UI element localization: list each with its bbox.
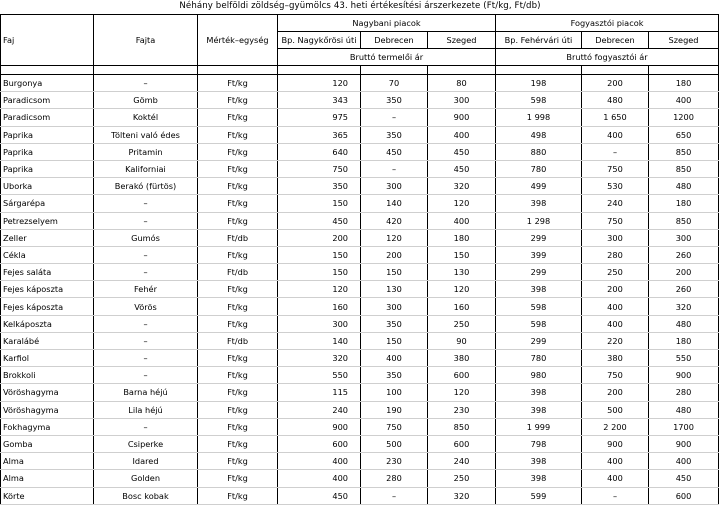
cell-faj: Vöröshagyma xyxy=(1,384,94,401)
cell-unit: Ft/kg xyxy=(198,160,278,177)
cell-consumer-szeged: 600 xyxy=(649,487,719,504)
cell-consumer-bp: 299 xyxy=(496,229,582,246)
cell-wholesale-debrecen: 750 xyxy=(361,418,428,435)
cell-wholesale-debrecen: 140 xyxy=(361,195,428,212)
cell-consumer-bp: 598 xyxy=(496,315,582,332)
cell-consumer-bp: 398 xyxy=(496,281,582,298)
cell-faj: Fejes káposzta xyxy=(1,298,94,315)
cell-faj: Alma xyxy=(1,453,94,470)
cell-fajta: Vörös xyxy=(94,298,198,315)
spacer-row xyxy=(1,66,719,75)
cell-fajta: Gömb xyxy=(94,92,198,109)
table-row xyxy=(1,384,719,401)
header-consumer: Fogyasztói piacok xyxy=(496,15,719,32)
cell-wholesale-szeged: 90 xyxy=(428,332,496,349)
table-row xyxy=(1,143,719,160)
cell-consumer-bp: 780 xyxy=(496,160,582,177)
cell-wholesale-bp: 975 xyxy=(278,109,361,126)
table-row xyxy=(1,212,719,229)
cell-wholesale-bp: 400 xyxy=(278,453,361,470)
header-consumer-price: Bruttó fogyasztói ár xyxy=(496,49,719,66)
cell-consumer-bp: 398 xyxy=(496,384,582,401)
cell-unit: Ft/kg xyxy=(198,195,278,212)
cell-wholesale-debrecen: 200 xyxy=(361,246,428,263)
cell-unit: Ft/kg xyxy=(198,350,278,367)
cell-consumer-debrecen: 380 xyxy=(582,350,649,367)
cell-faj: Paprika xyxy=(1,160,94,177)
cell-consumer-szeged: 260 xyxy=(649,281,719,298)
cell-fajta: – xyxy=(94,350,198,367)
cell-faj: Alma xyxy=(1,470,94,487)
cell-consumer-bp: 498 xyxy=(496,126,582,143)
table-row xyxy=(1,195,719,212)
cell-wholesale-bp: 160 xyxy=(278,298,361,315)
cell-wholesale-debrecen: 70 xyxy=(361,75,428,92)
table-row xyxy=(1,264,719,281)
cell-fajta: Berakó (fürtös) xyxy=(94,178,198,195)
cell-consumer-bp: 398 xyxy=(496,453,582,470)
cell-wholesale-debrecen: 350 xyxy=(361,126,428,143)
cell-wholesale-bp: 343 xyxy=(278,92,361,109)
cell-consumer-bp: 299 xyxy=(496,332,582,349)
spacer-cell xyxy=(428,66,496,75)
cell-faj: Zeller xyxy=(1,229,94,246)
cell-faj: Petrezselyem xyxy=(1,212,94,229)
cell-wholesale-bp: 550 xyxy=(278,367,361,384)
cell-wholesale-bp: 300 xyxy=(278,315,361,332)
cell-faj: Fokhagyma xyxy=(1,418,94,435)
cell-consumer-debrecen: 300 xyxy=(582,229,649,246)
table-row xyxy=(1,470,719,487)
cell-unit: Ft/kg xyxy=(198,384,278,401)
cell-consumer-debrecen: – xyxy=(582,143,649,160)
cell-fajta: – xyxy=(94,246,198,263)
cell-consumer-szeged: 280 xyxy=(649,384,719,401)
cell-unit: Ft/kg xyxy=(198,246,278,263)
cell-fajta: Barna héjú xyxy=(94,384,198,401)
cell-consumer-debrecen: 400 xyxy=(582,453,649,470)
cell-fajta: Koktél xyxy=(94,109,198,126)
cell-wholesale-szeged: 160 xyxy=(428,298,496,315)
cell-consumer-szeged: 650 xyxy=(649,126,719,143)
cell-consumer-bp: 399 xyxy=(496,246,582,263)
cell-wholesale-szeged: 320 xyxy=(428,178,496,195)
header-unit: Mérték–egység xyxy=(198,15,278,66)
cell-wholesale-debrecen: 100 xyxy=(361,384,428,401)
table-row xyxy=(1,246,719,263)
cell-consumer-szeged: 480 xyxy=(649,315,719,332)
cell-wholesale-debrecen: 300 xyxy=(361,178,428,195)
cell-wholesale-bp: 450 xyxy=(278,212,361,229)
cell-fajta: Bosc kobak xyxy=(94,487,198,504)
cell-consumer-szeged: 180 xyxy=(649,195,719,212)
cell-consumer-debrecen: 480 xyxy=(582,92,649,109)
cell-fajta: – xyxy=(94,75,198,92)
cell-wholesale-szeged: 120 xyxy=(428,195,496,212)
cell-wholesale-szeged: 320 xyxy=(428,487,496,504)
cell-fajta: Tölteni való édes xyxy=(94,126,198,143)
cell-wholesale-debrecen: 500 xyxy=(361,435,428,452)
cell-consumer-bp: 598 xyxy=(496,92,582,109)
cell-unit: Ft/kg xyxy=(198,126,278,143)
cell-wholesale-szeged: 450 xyxy=(428,160,496,177)
table-row xyxy=(1,315,719,332)
cell-consumer-szeged: 1200 xyxy=(649,109,719,126)
cell-consumer-szeged: 900 xyxy=(649,435,719,452)
cell-faj: Karalábé xyxy=(1,332,94,349)
cell-wholesale-szeged: 230 xyxy=(428,401,496,418)
cell-faj: Paprika xyxy=(1,143,94,160)
table-row xyxy=(1,367,719,384)
table-row xyxy=(1,126,719,143)
cell-consumer-bp: 1 999 xyxy=(496,418,582,435)
table-row xyxy=(1,229,719,246)
spacer-cell xyxy=(496,66,582,75)
cell-wholesale-debrecen: 450 xyxy=(361,143,428,160)
cell-unit: Ft/kg xyxy=(198,92,278,109)
cell-faj: Karfiol xyxy=(1,350,94,367)
header-wholesale: Nagybani piacok xyxy=(278,15,496,32)
cell-consumer-debrecen: 530 xyxy=(582,178,649,195)
cell-wholesale-bp: 115 xyxy=(278,384,361,401)
cell-wholesale-debrecen: 190 xyxy=(361,401,428,418)
cell-consumer-debrecen: 400 xyxy=(582,126,649,143)
cell-consumer-bp: 398 xyxy=(496,401,582,418)
cell-faj: Cékla xyxy=(1,246,94,263)
header-wholesale-col: Debrecen xyxy=(361,32,428,49)
cell-consumer-szeged: 400 xyxy=(649,453,719,470)
cell-consumer-debrecen: 750 xyxy=(582,160,649,177)
cell-wholesale-szeged: 380 xyxy=(428,350,496,367)
cell-consumer-bp: 798 xyxy=(496,435,582,452)
cell-wholesale-debrecen: – xyxy=(361,160,428,177)
cell-consumer-debrecen: 200 xyxy=(582,384,649,401)
cell-consumer-szeged: 200 xyxy=(649,264,719,281)
table-row xyxy=(1,350,719,367)
cell-faj: Sárgarépa xyxy=(1,195,94,212)
cell-unit: Ft/kg xyxy=(198,315,278,332)
cell-faj: Fejes káposzta xyxy=(1,281,94,298)
cell-fajta: – xyxy=(94,418,198,435)
cell-wholesale-debrecen: 350 xyxy=(361,315,428,332)
cell-wholesale-bp: 150 xyxy=(278,195,361,212)
cell-unit: Ft/kg xyxy=(198,401,278,418)
cell-wholesale-szeged: 400 xyxy=(428,212,496,229)
cell-wholesale-bp: 150 xyxy=(278,246,361,263)
cell-consumer-szeged: 850 xyxy=(649,143,719,160)
cell-unit: Ft/kg xyxy=(198,75,278,92)
cell-consumer-bp: 780 xyxy=(496,350,582,367)
cell-fajta: Lila héjú xyxy=(94,401,198,418)
cell-wholesale-debrecen: 300 xyxy=(361,298,428,315)
cell-faj: Paradicsom xyxy=(1,92,94,109)
cell-wholesale-debrecen: 150 xyxy=(361,332,428,349)
cell-consumer-debrecen: 400 xyxy=(582,298,649,315)
cell-wholesale-debrecen: 150 xyxy=(361,264,428,281)
cell-unit: Ft/kg xyxy=(198,470,278,487)
cell-wholesale-bp: 365 xyxy=(278,126,361,143)
cell-unit: Ft/kg xyxy=(198,435,278,452)
cell-fajta: Idared xyxy=(94,453,198,470)
cell-consumer-bp: 598 xyxy=(496,298,582,315)
spacer-cell xyxy=(278,66,361,75)
cell-wholesale-bp: 320 xyxy=(278,350,361,367)
cell-consumer-szeged: 850 xyxy=(649,212,719,229)
cell-wholesale-debrecen: 350 xyxy=(361,92,428,109)
cell-unit: Ft/kg xyxy=(198,281,278,298)
table-row xyxy=(1,453,719,470)
header-faj: Faj xyxy=(1,15,94,66)
cell-consumer-debrecen: 200 xyxy=(582,281,649,298)
cell-wholesale-szeged: 900 xyxy=(428,109,496,126)
cell-wholesale-szeged: 600 xyxy=(428,435,496,452)
cell-consumer-bp: 599 xyxy=(496,487,582,504)
table-row xyxy=(1,160,719,177)
cell-wholesale-szeged: 120 xyxy=(428,384,496,401)
cell-wholesale-bp: 140 xyxy=(278,332,361,349)
cell-wholesale-bp: 150 xyxy=(278,264,361,281)
header-wholesale-col: Bp. Nagykőrösi úti xyxy=(278,32,361,49)
table-row xyxy=(1,401,719,418)
cell-fajta: Golden xyxy=(94,470,198,487)
cell-wholesale-szeged: 300 xyxy=(428,92,496,109)
spacer-cell xyxy=(361,66,428,75)
cell-fajta: – xyxy=(94,195,198,212)
cell-consumer-bp: 1 298 xyxy=(496,212,582,229)
cell-unit: Ft/kg xyxy=(198,418,278,435)
spacer-cell xyxy=(1,66,94,75)
cell-wholesale-szeged: 450 xyxy=(428,143,496,160)
cell-consumer-debrecen: 250 xyxy=(582,264,649,281)
header-consumer-col: Bp. Fehérvári úti xyxy=(496,32,582,49)
header-consumer-col: Szeged xyxy=(649,32,719,49)
cell-consumer-debrecen: 900 xyxy=(582,435,649,452)
cell-consumer-szeged: 180 xyxy=(649,75,719,92)
cell-consumer-debrecen: 400 xyxy=(582,470,649,487)
cell-consumer-bp: 1 998 xyxy=(496,109,582,126)
cell-consumer-szeged: 1700 xyxy=(649,418,719,435)
cell-wholesale-bp: 640 xyxy=(278,143,361,160)
cell-wholesale-bp: 400 xyxy=(278,470,361,487)
table-title: Néhány belföldi zöldség–gyümölcs 43. heti értékesítési árszerkezete (Ft/kg, Ft/db) xyxy=(179,1,541,11)
table-row xyxy=(1,418,719,435)
cell-consumer-bp: 499 xyxy=(496,178,582,195)
cell-fajta: Fehér xyxy=(94,281,198,298)
cell-consumer-bp: 299 xyxy=(496,264,582,281)
header-wholesale-price: Bruttó termelői ár xyxy=(278,49,496,66)
table-row xyxy=(1,281,719,298)
cell-consumer-bp: 980 xyxy=(496,367,582,384)
cell-consumer-bp: 398 xyxy=(496,195,582,212)
cell-wholesale-szeged: 180 xyxy=(428,229,496,246)
cell-fajta: Kaliforniai xyxy=(94,160,198,177)
cell-faj: Körte xyxy=(1,487,94,504)
cell-faj: Paradicsom xyxy=(1,109,94,126)
cell-consumer-debrecen: 220 xyxy=(582,332,649,349)
cell-wholesale-szeged: 130 xyxy=(428,264,496,281)
spacer-cell xyxy=(649,66,719,75)
cell-wholesale-debrecen: 420 xyxy=(361,212,428,229)
cell-unit: Ft/kg xyxy=(198,109,278,126)
cell-wholesale-szeged: 120 xyxy=(428,281,496,298)
cell-consumer-szeged: 480 xyxy=(649,401,719,418)
cell-consumer-szeged: 260 xyxy=(649,246,719,263)
cell-consumer-szeged: 450 xyxy=(649,470,719,487)
table-row xyxy=(1,92,719,109)
cell-wholesale-bp: 350 xyxy=(278,178,361,195)
cell-wholesale-szeged: 600 xyxy=(428,367,496,384)
cell-fajta: – xyxy=(94,212,198,229)
cell-wholesale-debrecen: 350 xyxy=(361,367,428,384)
header-wholesale-col: Szeged xyxy=(428,32,496,49)
cell-consumer-szeged: 850 xyxy=(649,160,719,177)
cell-wholesale-debrecen: 400 xyxy=(361,350,428,367)
cell-wholesale-szeged: 240 xyxy=(428,453,496,470)
cell-wholesale-bp: 600 xyxy=(278,435,361,452)
price-table xyxy=(0,14,719,505)
cell-fajta: Pritamin xyxy=(94,143,198,160)
cell-wholesale-debrecen: 120 xyxy=(361,229,428,246)
table-row xyxy=(1,75,719,92)
cell-unit: Ft/db xyxy=(198,332,278,349)
cell-consumer-debrecen: 2 200 xyxy=(582,418,649,435)
cell-wholesale-debrecen: 130 xyxy=(361,281,428,298)
cell-wholesale-debrecen: – xyxy=(361,487,428,504)
table-row xyxy=(1,178,719,195)
table-body xyxy=(1,66,719,505)
cell-wholesale-bp: 120 xyxy=(278,281,361,298)
cell-unit: Ft/kg xyxy=(198,298,278,315)
cell-wholesale-szeged: 250 xyxy=(428,470,496,487)
cell-consumer-debrecen: 280 xyxy=(582,246,649,263)
cell-wholesale-bp: 120 xyxy=(278,75,361,92)
table-row xyxy=(1,109,719,126)
cell-consumer-szeged: 480 xyxy=(649,178,719,195)
spacer-cell xyxy=(94,66,198,75)
cell-unit: Ft/kg xyxy=(198,143,278,160)
cell-wholesale-szeged: 850 xyxy=(428,418,496,435)
cell-consumer-szeged: 550 xyxy=(649,350,719,367)
cell-faj: Uborka xyxy=(1,178,94,195)
cell-wholesale-debrecen: 280 xyxy=(361,470,428,487)
cell-consumer-debrecen: 400 xyxy=(582,315,649,332)
cell-wholesale-bp: 900 xyxy=(278,418,361,435)
cell-consumer-debrecen: 500 xyxy=(582,401,649,418)
table-row xyxy=(1,435,719,452)
cell-wholesale-debrecen: 230 xyxy=(361,453,428,470)
cell-consumer-bp: 398 xyxy=(496,470,582,487)
cell-consumer-bp: 198 xyxy=(496,75,582,92)
cell-consumer-bp: 880 xyxy=(496,143,582,160)
spacer-cell xyxy=(582,66,649,75)
cell-consumer-debrecen: 200 xyxy=(582,75,649,92)
table-row xyxy=(1,298,719,315)
cell-consumer-debrecen: 1 650 xyxy=(582,109,649,126)
cell-fajta: – xyxy=(94,264,198,281)
cell-faj: Burgonya xyxy=(1,75,94,92)
cell-faj: Fejes saláta xyxy=(1,264,94,281)
cell-unit: Ft/kg xyxy=(198,367,278,384)
cell-unit: Ft/db xyxy=(198,264,278,281)
cell-consumer-debrecen: – xyxy=(582,487,649,504)
cell-faj: Paprika xyxy=(1,126,94,143)
table-row xyxy=(1,332,719,349)
cell-consumer-debrecen: 750 xyxy=(582,367,649,384)
cell-unit: Ft/kg xyxy=(198,212,278,229)
cell-faj: Gomba xyxy=(1,435,94,452)
cell-consumer-debrecen: 240 xyxy=(582,195,649,212)
cell-consumer-szeged: 300 xyxy=(649,229,719,246)
cell-wholesale-bp: 240 xyxy=(278,401,361,418)
cell-fajta: – xyxy=(94,315,198,332)
cell-faj: Vöröshagyma xyxy=(1,401,94,418)
cell-fajta: Csiperke xyxy=(94,435,198,452)
cell-faj: Brokkoli xyxy=(1,367,94,384)
spacer-cell xyxy=(198,66,278,75)
cell-wholesale-bp: 200 xyxy=(278,229,361,246)
cell-wholesale-szeged: 150 xyxy=(428,246,496,263)
header-consumer-col: Debrecen xyxy=(582,32,649,49)
cell-consumer-szeged: 180 xyxy=(649,332,719,349)
cell-fajta: – xyxy=(94,367,198,384)
cell-fajta: Gumós xyxy=(94,229,198,246)
cell-wholesale-szeged: 250 xyxy=(428,315,496,332)
cell-wholesale-bp: 750 xyxy=(278,160,361,177)
cell-wholesale-debrecen: – xyxy=(361,109,428,126)
cell-unit: Ft/kg xyxy=(198,453,278,470)
cell-unit: Ft/db xyxy=(198,229,278,246)
cell-wholesale-szeged: 400 xyxy=(428,126,496,143)
cell-consumer-szeged: 320 xyxy=(649,298,719,315)
cell-unit: Ft/kg xyxy=(198,178,278,195)
cell-fajta: – xyxy=(94,332,198,349)
cell-unit: Ft/kg xyxy=(198,487,278,504)
header-fajta: Fajta xyxy=(94,15,198,66)
cell-wholesale-szeged: 80 xyxy=(428,75,496,92)
cell-consumer-szeged: 400 xyxy=(649,92,719,109)
cell-wholesale-bp: 450 xyxy=(278,487,361,504)
cell-consumer-szeged: 900 xyxy=(649,367,719,384)
cell-consumer-debrecen: 750 xyxy=(582,212,649,229)
cell-faj: Kelkáposzta xyxy=(1,315,94,332)
